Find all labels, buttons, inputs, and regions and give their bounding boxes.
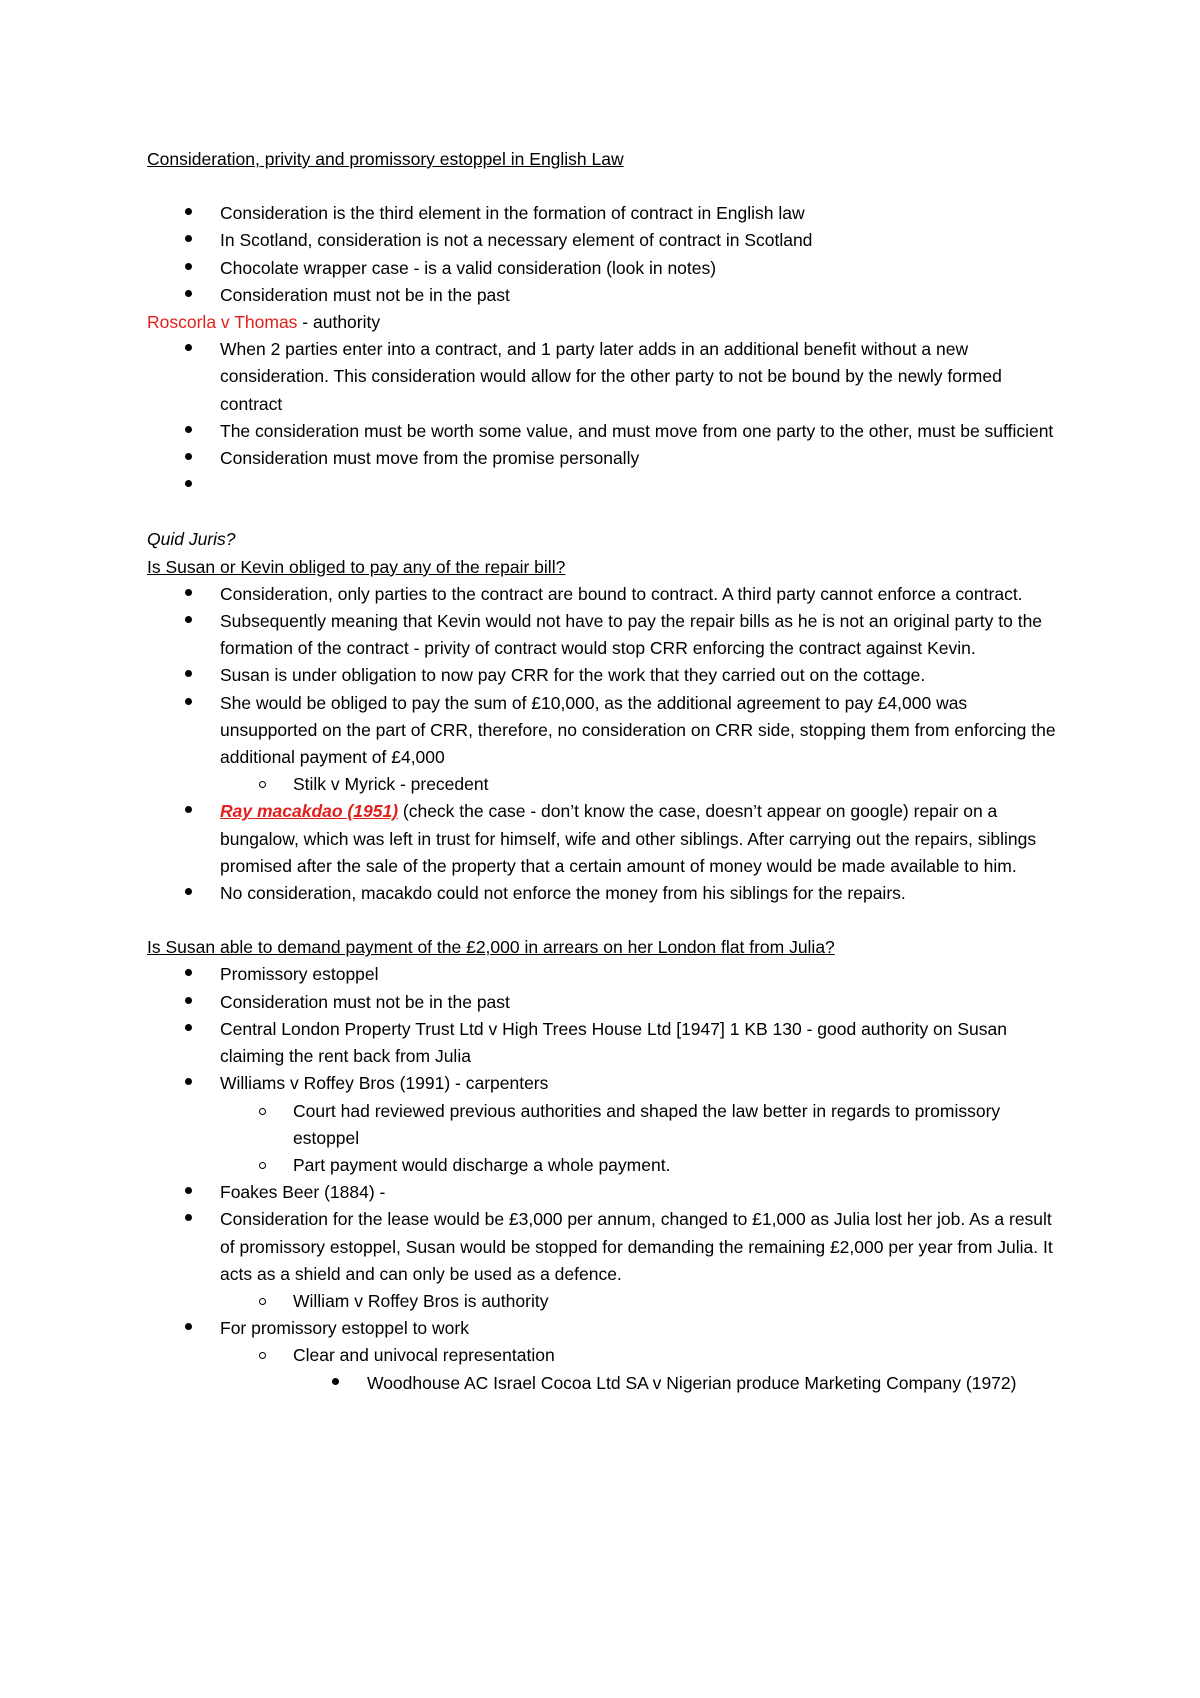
sub-list-item: Part payment would discharge a whole payment. xyxy=(147,1152,1067,1179)
list-item: Consideration must not be in the past xyxy=(147,989,1067,1016)
circle-bullet-icon xyxy=(259,1343,266,1370)
bullet-icon xyxy=(185,336,192,363)
bullet-icon xyxy=(185,445,192,472)
list-item: Promissory estoppel xyxy=(147,961,1067,988)
case-name-red: Ray macakdao (1951) xyxy=(220,801,399,822)
list-item: Subsequently meaning that Kevin would not have to pay the repair bills as he is not an original party to the formation of the contract - privity of contract would stop CRR enforcing the contract against Kevin. xyxy=(147,608,1067,662)
sub-list-item: Clear and univocal representation xyxy=(147,1342,1067,1369)
list-item: Consideration for the lease would be £3,000 per annum, changed to £1,000 as Julia lost her job. As a result of promissory estoppel, Susan would be stopped for demanding the remaining £2,000 per year from Julia. It acts as a shield and can only be used as a defence. xyxy=(147,1206,1067,1288)
circle-bullet-icon xyxy=(259,1289,266,1316)
bullet-icon xyxy=(185,200,192,227)
case-name: Roscorla v Thomas xyxy=(147,312,298,333)
section3-question: Is Susan able to demand payment of the £2,000 in arrears on her London flat from Julia? xyxy=(147,937,835,958)
bullet-icon xyxy=(185,1070,192,1097)
list-item: For promissory estoppel to work xyxy=(147,1315,1067,1342)
bullet-icon xyxy=(185,961,192,988)
bullet-icon xyxy=(185,1206,192,1233)
bullet-icon xyxy=(185,1016,192,1043)
list-item: Central London Property Trust Ltd v High Trees House Ltd [1947] 1 KB 130 - good authority on Susan claiming the rent back from Julia xyxy=(147,1016,1067,1070)
sub-list-item: Stilk v Myrick - precedent xyxy=(147,771,1067,798)
bullet-icon xyxy=(185,282,192,309)
list-item: Consideration is the third element in the formation of contract in English law xyxy=(147,200,1067,227)
circle-bullet-icon xyxy=(259,1153,266,1180)
list-item: She would be obliged to pay the sum of £10,000, as the additional agreement to pay £4,000 was unsupported on the part of CRR, therefore, no consideration on CRR side, stopping them from enforcing the additional payment of £4,000 xyxy=(147,690,1067,772)
section1-bullet-list-b xyxy=(147,336,1067,499)
list-item: Consideration must not be in the past xyxy=(147,282,1067,309)
bullet-icon xyxy=(185,608,192,635)
circle-bullet-icon xyxy=(259,772,266,799)
list-item: No consideration, macakdo could not enforce the money from his siblings for the repairs. xyxy=(147,880,1067,907)
sub-sub-list-item: Woodhouse AC Israel Cocoa Ltd SA v Nigerian produce Marketing Company (1972) xyxy=(147,1370,1067,1397)
case-suffix: - authority xyxy=(297,312,381,333)
document-body xyxy=(147,146,1067,1397)
circle-bullet-icon xyxy=(259,1099,266,1126)
list-item: Foakes Beer (1884) - xyxy=(147,1179,1067,1206)
bullet-icon xyxy=(185,227,192,254)
list-item-empty xyxy=(147,472,1067,499)
list-item: Susan is under obligation to now pay CRR for the work that they carried out on the cottage. xyxy=(147,662,1067,689)
quid-juris-heading: Quid Juris? xyxy=(147,529,236,550)
list-item: Consideration must move from the promise personally xyxy=(147,445,1067,472)
list-item: Ray macakdao (1951) (check the case - don’t know the case, doesn’t appear on google) repair on a bungalow, which was left in trust for himself, wife and other siblings. After carrying out the repairs, siblings promised after the sale of the property that a certain amount of money would be made available to him. xyxy=(147,798,1067,880)
document-title: Consideration, privity and promissory estoppel in English Law xyxy=(147,149,624,169)
sub-list-item: William v Roffey Bros is authority xyxy=(147,1288,1067,1315)
bullet-icon xyxy=(185,880,192,907)
section1-bullet-list xyxy=(147,200,1067,309)
section2-question: Is Susan or Kevin obliged to pay any of the repair bill? xyxy=(147,556,566,577)
bullet-icon xyxy=(332,1370,339,1397)
bullet-icon xyxy=(185,472,192,499)
case-heading-roscorla xyxy=(147,309,1067,336)
sub-list-item: Court had reviewed previous authorities and shaped the law better in regards to promissory estoppel xyxy=(147,1098,1067,1152)
bullet-icon xyxy=(185,662,192,689)
list-item: The consideration must be worth some value, and must move from one party to the other, must be sufficient xyxy=(147,418,1067,445)
section2-bullet-list xyxy=(147,581,1067,907)
bullet-icon xyxy=(185,1179,192,1206)
list-item: Consideration, only parties to the contract are bound to contract. A third party cannot enforce a contract. xyxy=(147,581,1067,608)
bullet-icon xyxy=(185,798,192,825)
list-item: In Scotland, consideration is not a necessary element of contract in Scotland xyxy=(147,227,1067,254)
section3-bullet-list xyxy=(147,961,1067,1396)
list-item: Chocolate wrapper case - is a valid consideration (look in notes) xyxy=(147,255,1067,282)
bullet-icon xyxy=(185,255,192,282)
bullet-icon xyxy=(185,989,192,1016)
bullet-icon xyxy=(185,1315,192,1342)
bullet-icon xyxy=(185,418,192,445)
list-item: Williams v Roffey Bros (1991) - carpenters xyxy=(147,1070,1067,1097)
list-item: When 2 parties enter into a contract, and 1 party later adds in an additional benefit without a new consideration. This consideration would allow for the other party to not be bound by the newly formed contract xyxy=(147,336,1067,418)
bullet-icon xyxy=(185,690,192,717)
bullet-icon xyxy=(185,581,192,608)
